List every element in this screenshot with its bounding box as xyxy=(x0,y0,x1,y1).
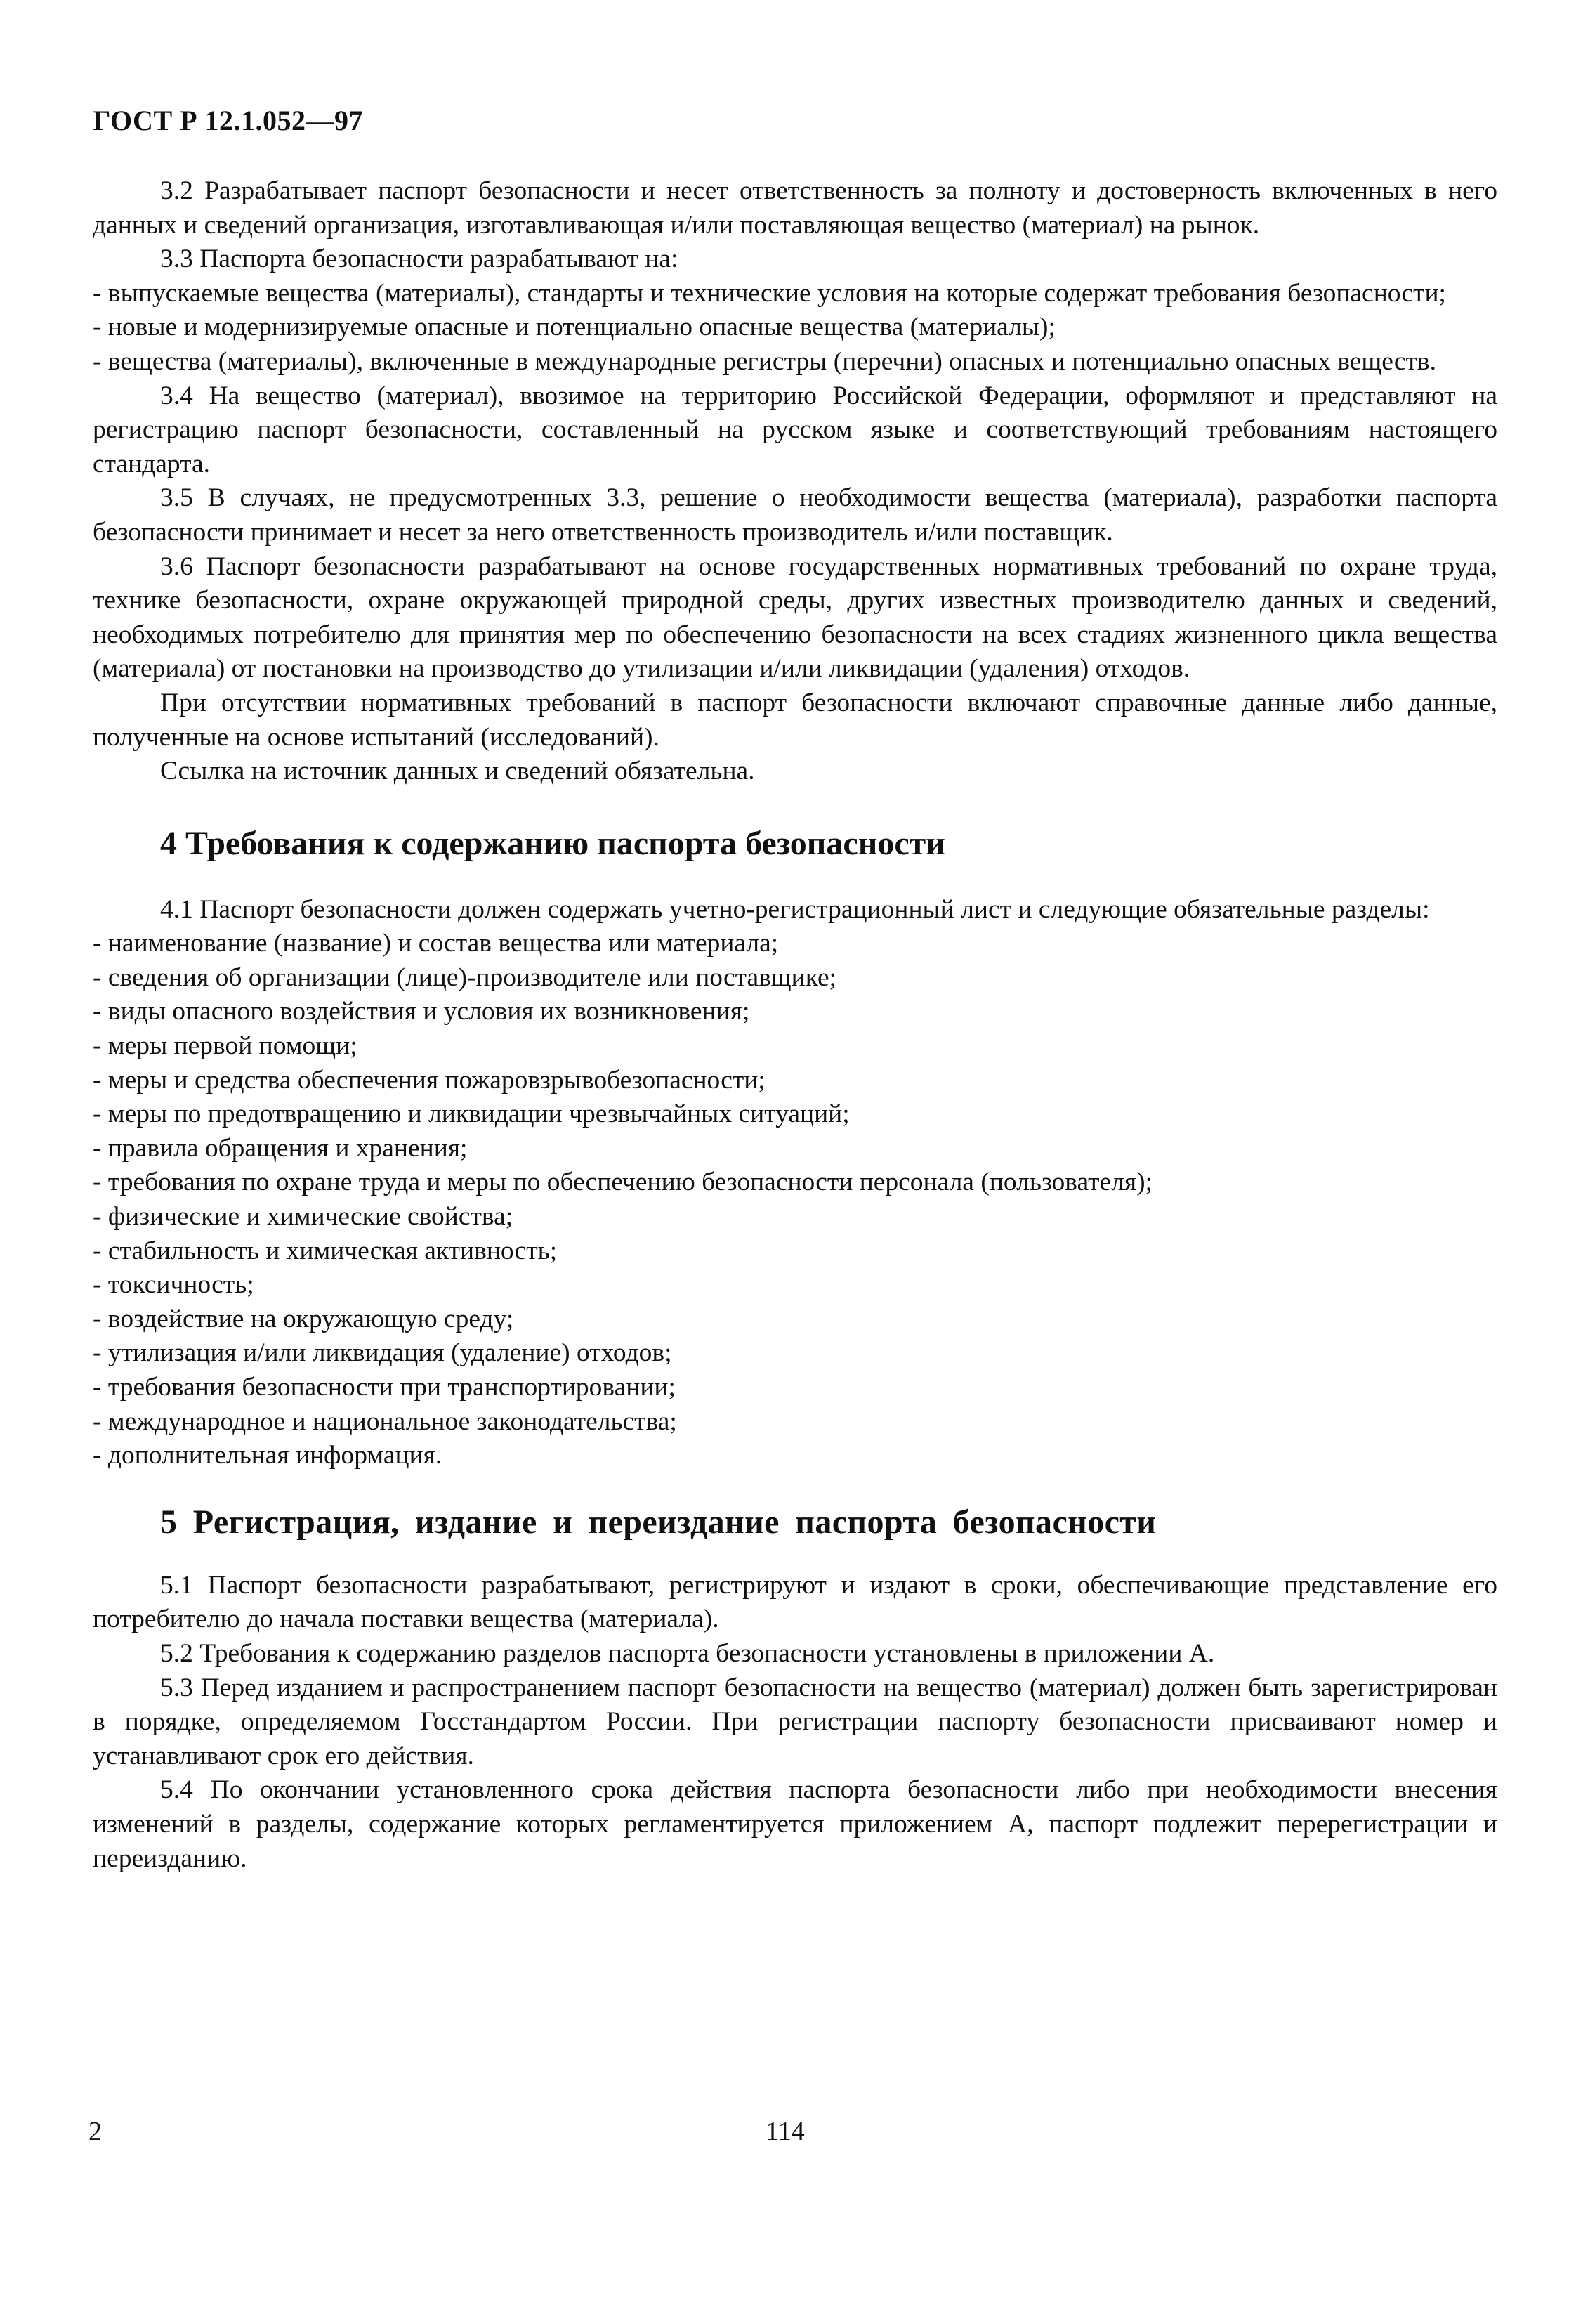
clause-3-3-item-2: - новые и модернизируемые опасные и потенциально опасные вещества (материалы); xyxy=(93,313,1056,342)
list-item: - меры по предотвращению и ликвидации чрезвычайных ситуаций; xyxy=(93,1099,850,1129)
clause-3-4: 3.4 На вещество (материал), ввозимое на территорию Российской Федерации, оформляют и представляют на регистрацию паспорт безопасности, составленный на русском языке и соответствующий требованиям настоящего стандарта. xyxy=(93,381,1497,478)
normative-absence-paragraph: При отсутствии нормативных требований в паспорт безопасности включают справочные данные либо данные, полученные на основе испытаний (исследований). xyxy=(93,688,1497,752)
clause-4-1: 4.1 Паспорт безопасности должен содержать учетно-регистрационный лист и следующие обязательные разделы: xyxy=(160,894,1430,924)
clause-3-6: 3.6 Паспорт безопасности разрабатывают на основе государственных нормативных требований по охране труда, технике безопасности, охране окружающей природной среды, других известных производителю данных и сведений, необходимых потребителю для принятия мер по обеспечению безопасности на всех стадиях жизненного цикла вещества (материала) от постановки на производство до утилизации и/или ликвидации (удаления) отходов. xyxy=(93,551,1497,684)
list-item: - физические и химические свойства; xyxy=(93,1202,513,1232)
list-item: - дополнительная информация. xyxy=(93,1441,442,1470)
clause-3-3-item-1: - выпускаемые вещества (материалы), стандарты и технические условия на которые содержат требования безопасности; xyxy=(93,278,1446,308)
list-item: - воздействие на окружающую среду; xyxy=(93,1304,514,1333)
list-item: - требования безопасности при транспортировании; xyxy=(93,1373,676,1402)
list-item: - меры и средства обеспечения пожаровзрывобезопасности; xyxy=(93,1065,766,1095)
list-item: - утилизация и/или ликвидация (удаление) отходов; xyxy=(93,1338,672,1368)
list-item: - токсичность; xyxy=(93,1270,254,1300)
clause-3-3: 3.3 Паспорта безопасности разрабатывают на: xyxy=(160,244,678,274)
clause-3-2: 3.2 Разрабатывает паспорт безопасности и несет ответственность за полноту и достоверность включенных в него данных и сведений организация, изготавливающая и/или поставляющая вещество (материал) на рынок. xyxy=(93,176,1497,240)
standard-designation: ГОСТ Р 12.1.052—97 xyxy=(93,105,364,136)
list-item: - меры первой помощи; xyxy=(93,1031,357,1061)
section-4-heading: 4 Требования к содержанию паспорта безопасности xyxy=(160,824,945,862)
clause-5-1: 5.1 Паспорт безопасности разрабатывают, регистрируют и издают в сроки, обеспечивающие представление его потребителю до начала поставки вещества (материала). xyxy=(93,1570,1497,1634)
clause-5-2: 5.2 Требования к содержанию разделов паспорта безопасности установлены в приложении А. xyxy=(160,1638,1215,1668)
page-number: 2 xyxy=(88,2117,102,2146)
list-item: - международное и национальное законодательства; xyxy=(93,1406,677,1436)
document-body xyxy=(93,174,1497,1876)
list-item: - требования по охране труда и меры по обеспечению безопасности персонала (пользователя); xyxy=(93,1168,1153,1197)
section-5-heading: 5 Регистрация, издание и переиздание паспорта безопасности xyxy=(160,1503,1157,1541)
list-item: - виды опасного воздействия и условия их возникновения; xyxy=(93,997,750,1026)
clause-5-4: 5.4 По окончании установленного срока действия паспорта безопасности либо при необходимости внесения изменений в разделы, содержание которых регламентируется приложением А, паспорт подлежит перерегистрации и переизданию. xyxy=(93,1775,1497,1873)
list-item: - стабильность и химическая активность; xyxy=(93,1236,558,1265)
clause-5-3: 5.3 Перед изданием и распространением паспорт безопасности на вещество (материал) должен быть зарегистрирован в порядке, определяемом Госстандартом России. При регистрации паспорту безопасности присваивают номер и устанавливают срок его действия. xyxy=(93,1673,1497,1770)
sheet-number: 114 xyxy=(766,2117,805,2146)
list-item: - сведения об организации (лице)-производителе или поставщике; xyxy=(93,962,837,992)
list-item: - наименование (название) и состав вещества или материала; xyxy=(93,929,779,958)
clause-3-3-item-3: - вещества (материалы), включенные в международные регистры (перечни) опасных и потенциально опасных веществ. xyxy=(93,346,1436,376)
clause-3-5: 3.5 В случаях, не предусмотренных 3.3, решение о необходимости вещества (материала), разработки паспорта безопасности принимает и несет за него ответственность производитель и/или поставщик. xyxy=(93,483,1497,547)
list-item: - правила обращения и хранения; xyxy=(93,1133,468,1163)
reference-paragraph: Ссылка на источник данных и сведений обязательна. xyxy=(160,757,755,786)
